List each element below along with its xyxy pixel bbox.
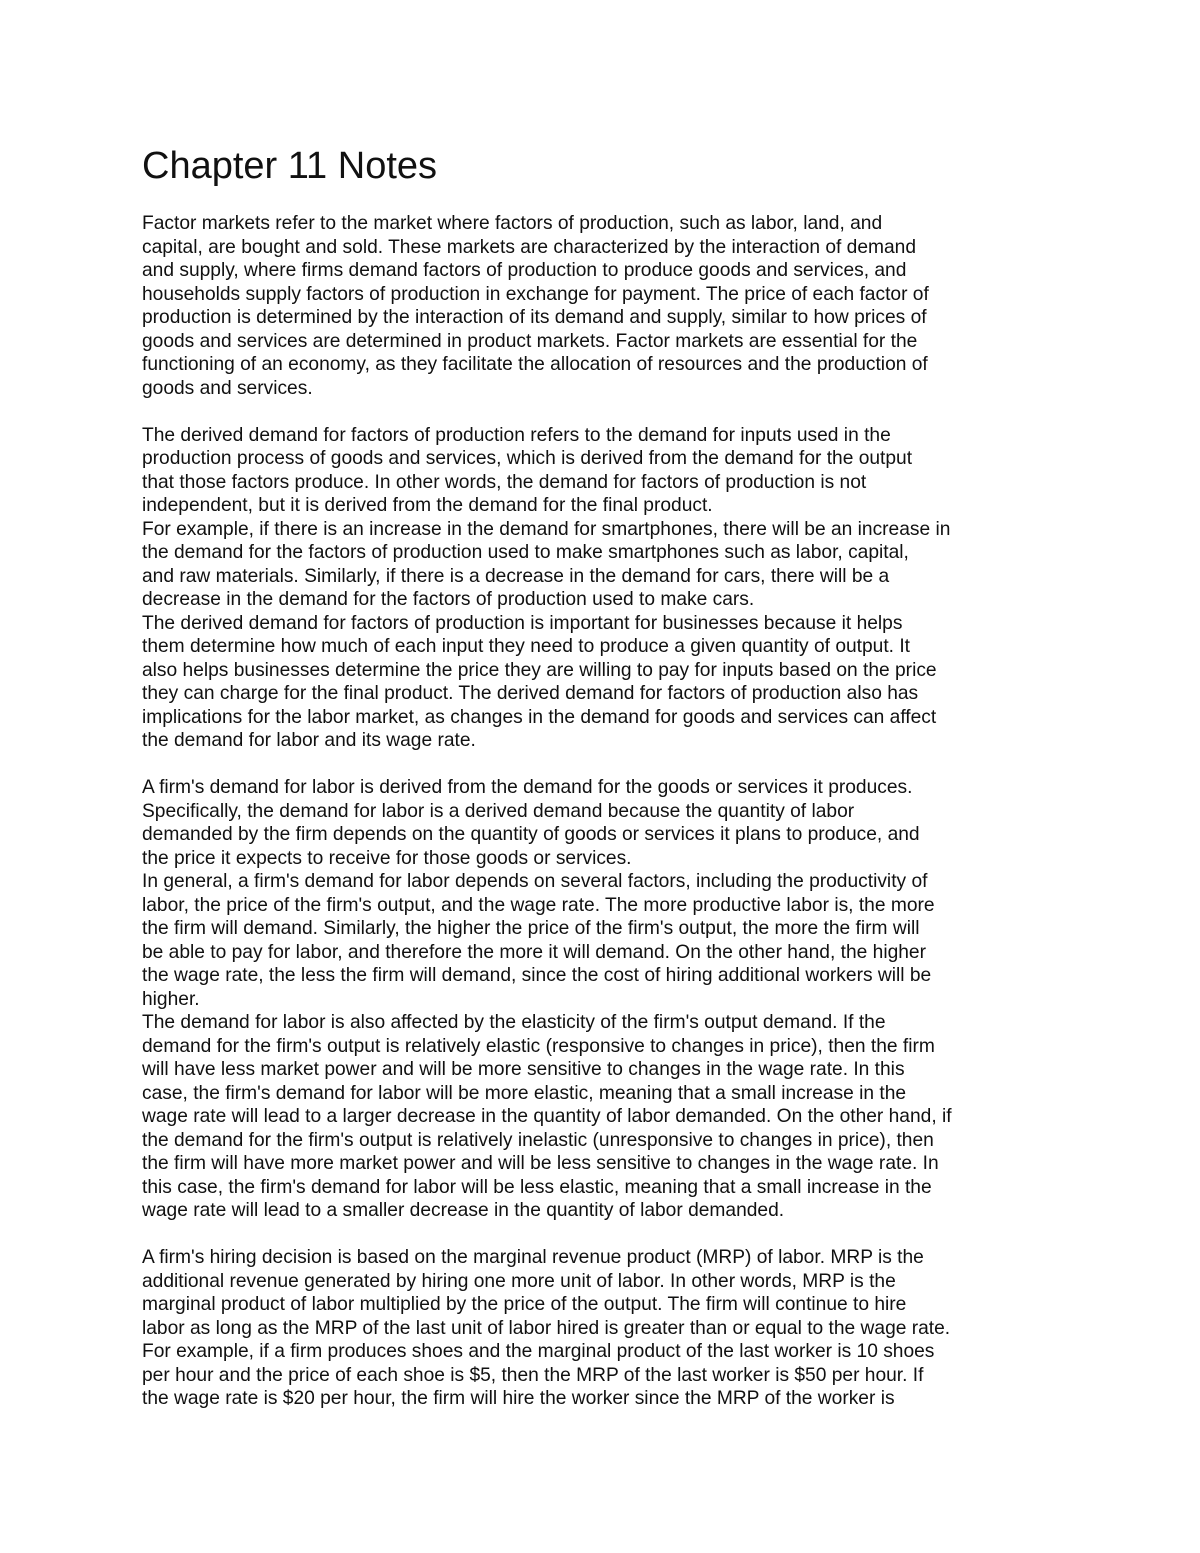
text-line: goods and services are determined in product markets. Factor markets are essential for the xyxy=(142,330,918,352)
text-line: wage rate will lead to a smaller decrease in the quantity of labor demanded. xyxy=(142,1200,785,1221)
text-line: be able to pay for labor, and therefore the more it will demand. On the other hand, the higher xyxy=(142,941,926,963)
text-line: capital, are bought and sold. These markets are characterized by the interaction of demand xyxy=(142,236,916,258)
text-line: this case, the firm's demand for labor will be less elastic, meaning that a small increase in the xyxy=(142,1176,932,1198)
text-line: the wage rate is $20 per hour, the firm will hire the worker since the MRP of the worker is xyxy=(142,1388,895,1409)
text-line: labor, the price of the firm's output, and the wage rate. The more productive labor is, the more xyxy=(142,894,935,916)
text-line: that those factors produce. In other words, the demand for factors of production is not xyxy=(142,471,867,493)
text-line: wage rate will lead to a larger decrease in the quantity of labor demanded. On the other hand, if xyxy=(142,1106,952,1127)
text-line: marginal product of labor multiplied by the price of the output. The firm will continue to hire xyxy=(142,1294,907,1315)
paragraph-4 xyxy=(142,1246,1062,1411)
text-line: The derived demand for factors of production refers to the demand for inputs used in the xyxy=(142,424,891,446)
text-line: independent, but it is derived from the demand for the final product. xyxy=(142,495,713,516)
text-line: the firm will demand. Similarly, the higher the price of the firm's output, the more the firm will xyxy=(142,918,920,939)
text-line: case, the firm's demand for labor will be more elastic, meaning that a small increase in the xyxy=(142,1082,907,1104)
text-line: A firm's hiring decision is based on the marginal revenue product (MRP) of labor. MRP is the xyxy=(142,1247,924,1268)
paragraph-3 xyxy=(142,776,1062,1223)
text-line: goods and services. xyxy=(142,377,313,399)
text-line: the wage rate, the less the firm will demand, since the cost of hiring additional workers will be xyxy=(142,965,932,986)
paragraph-1 xyxy=(142,212,1062,400)
text-line: For example, if there is an increase in the demand for smartphones, there will be an increase in xyxy=(142,518,951,540)
text-line: also helps businesses determine the price they are willing to pay for inputs based on the price xyxy=(142,659,937,681)
text-line: functioning of an economy, as they facilitate the allocation of resources and the production of xyxy=(142,354,928,375)
text-line: households supply factors of production in exchange for payment. The price of each factor of xyxy=(142,283,929,305)
document-page xyxy=(142,140,1062,1434)
text-line: they can charge for the final product. The derived demand for factors of production also has xyxy=(142,683,919,704)
text-line: production process of goods and services, which is derived from the demand for the output xyxy=(142,448,913,469)
text-line: demand for the firm's output is relatively elastic (responsive to changes in price), then the firm xyxy=(142,1035,935,1057)
text-line: demanded by the firm depends on the quantity of goods or services it plans to produce, and xyxy=(142,824,920,845)
text-line: Factor markets refer to the market where factors of production, such as labor, land, and xyxy=(142,213,883,234)
text-line: The demand for labor is also affected by the elasticity of the firm's output demand. If the xyxy=(142,1012,886,1033)
text-line: In general, a firm's demand for labor depends on several factors, including the productivity of xyxy=(142,871,928,892)
text-line: production is determined by the interaction of its demand and supply, similar to how prices of xyxy=(142,307,927,328)
text-line: labor as long as the MRP of the last unit of labor hired is greater than or equal to the wage rate. xyxy=(142,1317,951,1339)
text-line: Specifically, the demand for labor is a derived demand because the quantity of labor xyxy=(142,800,855,822)
text-line: the firm will have more market power and will be less sensitive to changes in the wage rate. In xyxy=(142,1153,939,1174)
text-line: the demand for labor and its wage rate. xyxy=(142,730,476,751)
paragraph-2 xyxy=(142,424,1062,753)
text-line: them determine how much of each input they need to produce a given quantity of output. It xyxy=(142,636,910,657)
document-body xyxy=(142,212,1062,1411)
text-line: the demand for the firm's output is relatively inelastic (unresponsive to changes in price), then xyxy=(142,1129,934,1151)
text-line: implications for the labor market, as changes in the demand for goods and services can affect xyxy=(142,706,937,728)
text-line: will have less market power and will be more sensitive to changes in the wage rate. In this xyxy=(142,1059,905,1080)
text-line: and supply, where firms demand factors of production to produce goods and services, and xyxy=(142,260,907,281)
text-line: and raw materials. Similarly, if there is a decrease in the demand for cars, there will be a xyxy=(142,565,890,587)
page-title: Chapter 11 Notes xyxy=(142,145,438,187)
text-line: A firm's demand for labor is derived from the demand for the goods or services it produces. xyxy=(142,777,913,798)
text-line: For example, if a firm produces shoes and the marginal product of the last worker is 10 shoes xyxy=(142,1341,935,1362)
text-line: higher. xyxy=(142,988,200,1010)
text-line: The derived demand for factors of production is important for businesses because it helps xyxy=(142,612,903,634)
text-line: additional revenue generated by hiring one more unit of labor. In other words, MRP is the xyxy=(142,1270,896,1292)
text-line: the price it expects to receive for those goods or services. xyxy=(142,847,632,869)
text-line: decrease in the demand for the factors of production used to make cars. xyxy=(142,589,755,610)
text-line: the demand for the factors of production used to make smartphones such as labor, capital, xyxy=(142,542,909,563)
text-line: per hour and the price of each shoe is $5, then the MRP of the last worker is $50 per hour. If xyxy=(142,1364,924,1386)
